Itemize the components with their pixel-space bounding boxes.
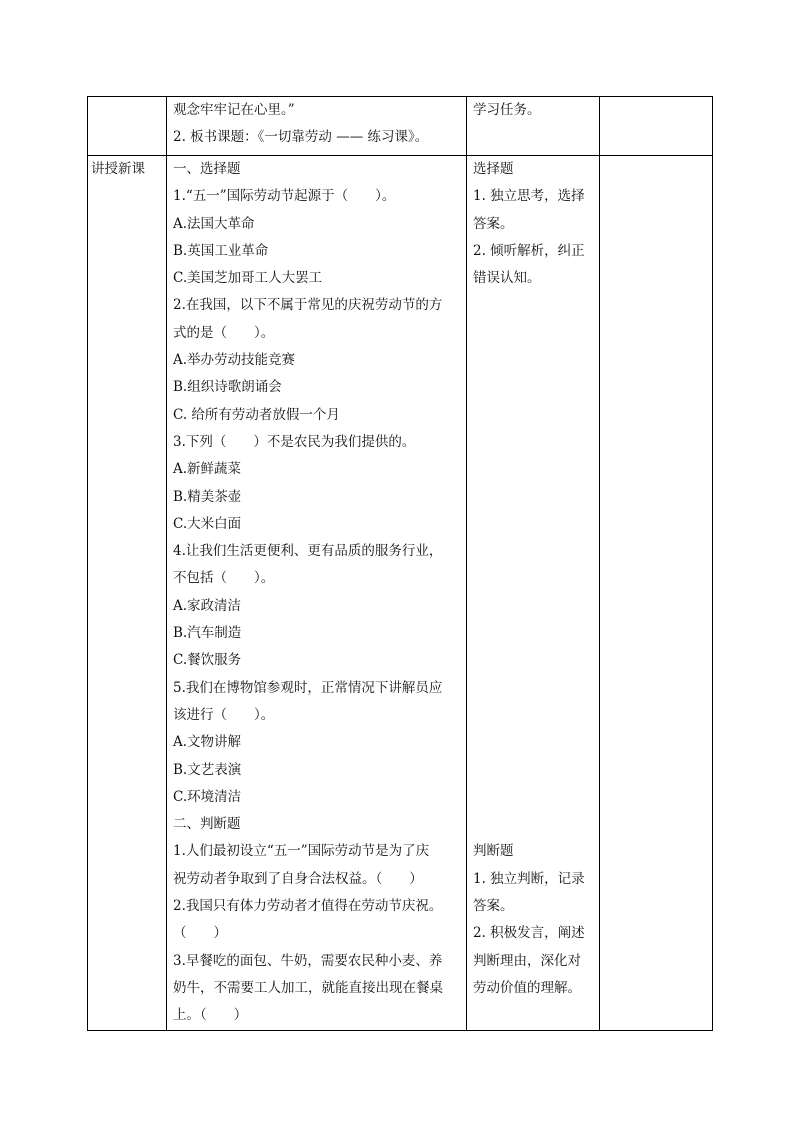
section-cell <box>88 156 167 1031</box>
student-line: 1. 独立思考，选择 <box>473 188 585 205</box>
teacher-activity-cell <box>167 156 467 1031</box>
content-line: 式的是（ ）。 <box>173 324 275 341</box>
content-line: C.美国芝加哥工人大罢工 <box>173 270 323 287</box>
content-line: 1.“五一”国际劳动节起源于（ ）。 <box>173 188 396 205</box>
student-line: 劳动价值的理解。 <box>473 979 581 996</box>
content-line: 不包括（ ）。 <box>173 570 275 587</box>
table-row <box>88 97 713 156</box>
content-line: A.举办劳动技能竞赛 <box>173 352 296 369</box>
content-line: 1.人们最初设立“五一”国际劳动节是为了庆 <box>173 843 430 860</box>
lesson-plan-table <box>87 96 713 1031</box>
content-line: 一、选择题 <box>173 161 241 177</box>
content-line: B.英国工业革命 <box>173 242 269 259</box>
student-line: 1. 独立判断，记录 <box>473 870 585 887</box>
content-line: 祝劳动者争取到了自身合法权益。（ ） <box>173 870 423 887</box>
content-line: 4.让我们生活更便利、更有品质的服务行业， <box>173 543 443 560</box>
student-line: 2. 积极发言，阐述 <box>473 925 585 942</box>
content-line: C.餐饮服务 <box>173 652 242 669</box>
content-line: B.文艺表演 <box>173 761 242 778</box>
content-line: （ ） <box>173 925 227 942</box>
student-line: 2. 倾听解析，纠正 <box>473 242 585 259</box>
student-line: 错误认知。 <box>473 270 541 287</box>
teacher-activity-cell <box>167 97 467 156</box>
student-line: 判断题 <box>473 843 514 860</box>
student-activity-cell <box>467 156 600 1031</box>
section-cell <box>88 97 167 156</box>
content-line: A.家政清洁 <box>173 597 242 614</box>
student-line: 答案。 <box>473 898 514 915</box>
section-label: 讲授新课 <box>91 161 145 177</box>
content-line: A.文物讲解 <box>173 734 242 751</box>
content-line: 上。（ ） <box>173 1007 248 1024</box>
content-line: 2.在我国，以下不属于常见的庆祝劳动节的方 <box>173 297 443 314</box>
student-line: 学习任务。 <box>473 102 541 118</box>
content-line: 奶牛，不需要工人加工，就能直接出现在餐桌 <box>173 979 443 996</box>
content-line: A.法国大革命 <box>173 215 255 232</box>
student-line: 选择题 <box>473 161 514 177</box>
content-line: B.精美茶壶 <box>173 488 242 505</box>
content-line: 3.下列（ ）不是农民为我们提供的。 <box>173 433 416 450</box>
student-line: 判断理由，深化对 <box>473 952 581 969</box>
student-line: 答案。 <box>473 215 514 232</box>
content-line: 5.我们在博物馆参观时，正常情况下讲解员应 <box>173 679 443 696</box>
table-row <box>88 156 713 1031</box>
notes-cell <box>600 156 713 1031</box>
content-line: 2.我国只有体力劳动者才值得在劳动节庆祝。 <box>173 898 443 915</box>
content-line: C.环境清洁 <box>173 788 242 805</box>
content-line: 3.早餐吃的面包、牛奶，需要农民种小麦、养 <box>173 952 443 969</box>
student-activity-cell <box>467 97 600 156</box>
content-line: 该进行（ ）。 <box>173 706 275 723</box>
content-line: 2. 板书课题：《一切靠劳动 —— 练习课》。 <box>173 129 429 146</box>
content-line: C. 给所有劳动者放假一个月 <box>173 406 340 423</box>
content-line: A.新鲜蔬菜 <box>173 461 242 478</box>
content-line: B.汽车制造 <box>173 625 242 642</box>
content-line: C.大米白面 <box>173 515 242 532</box>
content-line: 二、判断题 <box>173 816 241 833</box>
content-line: 观念牢牢记在心里。” <box>173 102 295 118</box>
notes-cell <box>600 97 713 156</box>
content-line: B.组织诗歌朗诵会 <box>173 379 282 396</box>
